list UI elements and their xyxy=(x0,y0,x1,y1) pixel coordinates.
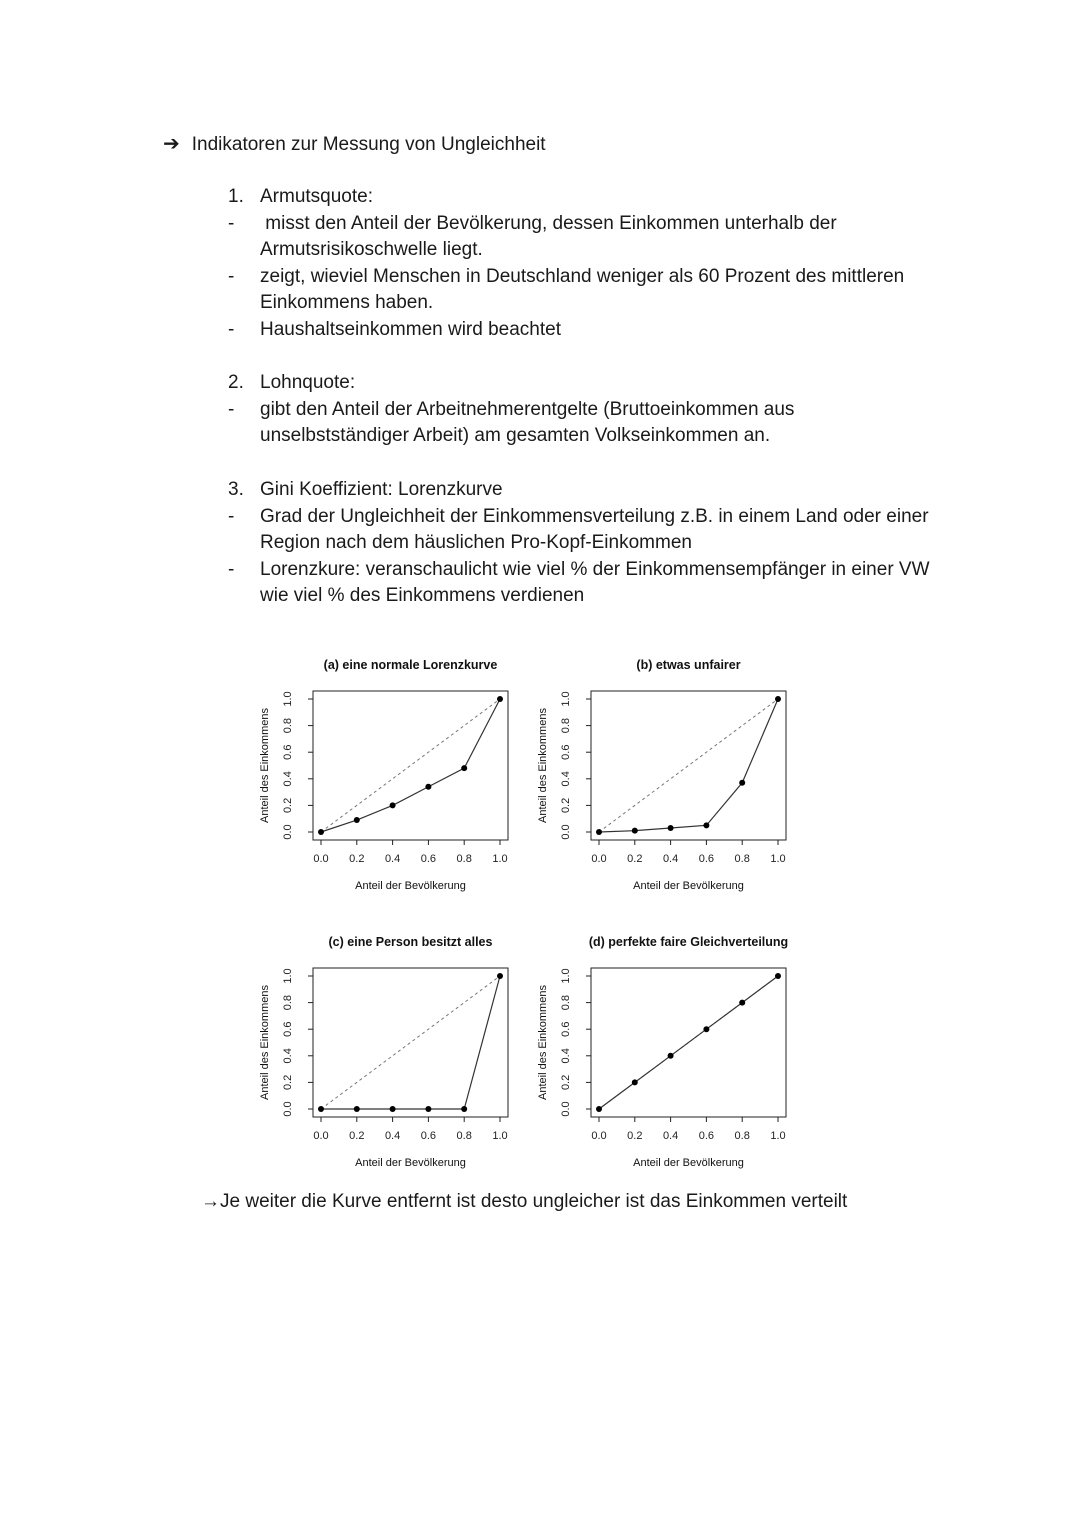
lorenz-curve xyxy=(321,699,500,832)
bullet-item: - misst den Anteil der Bevölkerung, dessen Einkommen unterhalb der Armutsrisikoschwelle liegt. xyxy=(228,212,837,260)
y-tick-label: 1.0 xyxy=(560,691,572,707)
data-point xyxy=(632,828,638,834)
y-tick-label: 0.6 xyxy=(560,744,572,760)
y-tick-label: 0.2 xyxy=(282,1074,294,1091)
data-point xyxy=(596,829,602,835)
x-tick-label: 1.0 xyxy=(770,853,786,865)
bullet-item: - Haushaltseinkommen wird beachtet xyxy=(228,318,561,340)
section-lohnquote xyxy=(228,370,948,450)
y-tick-label: 0.6 xyxy=(560,1021,572,1037)
equality-line xyxy=(599,699,778,832)
y-tick-label: 0.2 xyxy=(282,797,294,814)
x-tick-label: 0.4 xyxy=(662,853,679,865)
data-point xyxy=(497,973,503,979)
y-tick-label: 0.8 xyxy=(560,994,572,1011)
data-point xyxy=(775,696,781,702)
y-tick-label: 0.6 xyxy=(282,744,294,760)
x-tick-label: 0.6 xyxy=(420,853,437,865)
x-tick-label: 1.0 xyxy=(492,1130,508,1142)
section-number: 1. xyxy=(228,186,244,207)
y-tick-label: 0.4 xyxy=(560,1048,572,1064)
x-tick-label: 0.0 xyxy=(313,853,329,865)
section-title: Gini Koeffizient: Lorenzkurve xyxy=(260,479,503,500)
data-point xyxy=(596,1106,602,1112)
x-tick-label: 0.6 xyxy=(698,853,715,865)
chart-title: (b) etwas unfairer xyxy=(636,658,741,672)
section-title: Armutsquote: xyxy=(260,186,373,207)
y-tick-label: 0.0 xyxy=(560,824,572,840)
data-point xyxy=(632,1079,638,1085)
y-tick-label: 0.2 xyxy=(560,1074,572,1091)
data-point xyxy=(461,1106,467,1112)
data-point xyxy=(354,817,360,823)
y-tick-label: 0.8 xyxy=(282,717,294,734)
equality-line xyxy=(321,976,500,1109)
lorenz-curve xyxy=(599,976,778,1109)
x-tick-label: 0.8 xyxy=(456,1130,472,1142)
plot-frame xyxy=(591,691,786,840)
y-axis-title: Anteil des Einkommens xyxy=(537,985,549,1100)
x-tick-label: 0.0 xyxy=(313,1130,329,1142)
x-tick-label: 0.4 xyxy=(662,1130,679,1142)
chart-panel-0 xyxy=(259,658,508,892)
chart-title: (d) perfekte faire Gleichverteilung xyxy=(588,935,789,949)
x-tick-label: 0.8 xyxy=(456,853,472,865)
plot-frame xyxy=(313,968,508,1117)
x-tick-label: 0.4 xyxy=(384,1130,401,1142)
arrow-right-icon: → xyxy=(201,1191,220,1212)
data-point xyxy=(775,973,781,979)
lorenz-curve xyxy=(599,699,778,832)
data-point xyxy=(668,1053,674,1059)
x-axis-title: Anteil der Bevölkerung xyxy=(633,1157,744,1169)
plot-frame xyxy=(313,691,508,840)
x-tick-label: 0.0 xyxy=(591,853,607,865)
x-tick-label: 1.0 xyxy=(492,853,508,865)
y-tick-label: 0.0 xyxy=(282,824,294,840)
chart-title: (a) eine normale Lorenzkurve xyxy=(323,658,498,672)
data-point xyxy=(703,1026,709,1032)
x-tick-label: 0.4 xyxy=(384,853,401,865)
y-tick-label: 0.2 xyxy=(560,797,572,814)
data-point xyxy=(668,825,674,831)
lorenz-curve xyxy=(321,976,500,1109)
y-tick-label: 0.4 xyxy=(560,771,572,787)
y-tick-label: 1.0 xyxy=(282,968,294,984)
data-point xyxy=(425,1106,431,1112)
bullet-item: - Grad der Ungleichheit der Einkommensverteilung z.B. in einem Land oder einer Region nach dem häuslichen Pro-Kopf-Einkommen xyxy=(228,505,929,553)
bullet-item: - Lorenzkure: veranschaulicht wie viel % der Einkommensempfänger in einer VW wie viel % des Einkommens verdienen xyxy=(228,558,930,606)
x-tick-label: 0.2 xyxy=(349,1130,365,1142)
y-tick-label: 0.8 xyxy=(560,717,572,734)
x-tick-label: 0.8 xyxy=(734,1130,750,1142)
chart-panel-2 xyxy=(259,935,508,1169)
data-point xyxy=(497,696,503,702)
heading-text: Indikatoren zur Messung von Ungleichheit xyxy=(191,134,546,155)
lorenz-charts-svg xyxy=(255,650,825,1190)
x-tick-label: 1.0 xyxy=(770,1130,786,1142)
data-point xyxy=(318,829,324,835)
section-armutsquote xyxy=(228,184,948,343)
section-gini xyxy=(228,477,948,610)
data-point xyxy=(318,1106,324,1112)
data-point xyxy=(739,1000,745,1006)
chart-panel-3 xyxy=(537,935,788,1169)
x-axis-title: Anteil der Bevölkerung xyxy=(633,880,744,892)
main-heading xyxy=(163,131,546,156)
x-tick-label: 0.6 xyxy=(420,1130,437,1142)
data-point xyxy=(354,1106,360,1112)
y-tick-label: 0.4 xyxy=(282,1048,294,1064)
x-tick-label: 0.2 xyxy=(627,853,643,865)
arrow-icon: ➔ xyxy=(163,133,180,155)
x-tick-label: 0.0 xyxy=(591,1130,607,1142)
x-tick-label: 0.8 xyxy=(734,853,750,865)
data-point xyxy=(703,822,709,828)
x-tick-label: 0.2 xyxy=(349,853,365,865)
data-point xyxy=(390,802,396,808)
section-title: Lohnquote: xyxy=(260,372,356,393)
y-tick-label: 1.0 xyxy=(560,968,572,984)
y-tick-label: 0.4 xyxy=(282,771,294,787)
lorenz-charts xyxy=(255,650,825,1190)
chart-panel-1 xyxy=(537,658,786,892)
chart-title: (c) eine Person besitzt alles xyxy=(328,935,493,949)
x-axis-title: Anteil der Bevölkerung xyxy=(355,1157,466,1169)
y-tick-label: 0.8 xyxy=(282,994,294,1011)
y-axis-title: Anteil des Einkommens xyxy=(537,708,549,823)
y-tick-label: 1.0 xyxy=(282,691,294,707)
x-tick-label: 0.2 xyxy=(627,1130,643,1142)
y-tick-label: 0.6 xyxy=(282,1021,294,1037)
x-tick-label: 0.6 xyxy=(698,1130,715,1142)
y-tick-label: 0.0 xyxy=(560,1101,572,1117)
equality-line xyxy=(321,699,500,832)
y-axis-title: Anteil des Einkommens xyxy=(259,985,271,1100)
data-point xyxy=(461,765,467,771)
data-point xyxy=(425,784,431,790)
bullet-item: - zeigt, wieviel Menschen in Deutschland weniger als 60 Prozent des mittleren Einkommens haben. xyxy=(228,265,905,313)
section-number: 3. xyxy=(228,479,244,500)
y-axis-title: Anteil des Einkommens xyxy=(259,708,271,823)
data-point xyxy=(739,780,745,786)
x-axis-title: Anteil der Bevölkerung xyxy=(355,880,466,892)
y-tick-label: 0.0 xyxy=(282,1101,294,1117)
conclusion-text: Je weiter die Kurve entfernt ist desto ungleicher ist das Einkommen verteilt xyxy=(220,1191,848,1212)
bullet-item: - gibt den Anteil der Arbeitnehmerentgelte (Bruttoeinkommen aus unselbstständiger Arbeit) am gesamten Volkseinkommen an. xyxy=(228,398,795,446)
section-number: 2. xyxy=(228,372,244,393)
conclusion xyxy=(201,1191,847,1213)
data-point xyxy=(390,1106,396,1112)
